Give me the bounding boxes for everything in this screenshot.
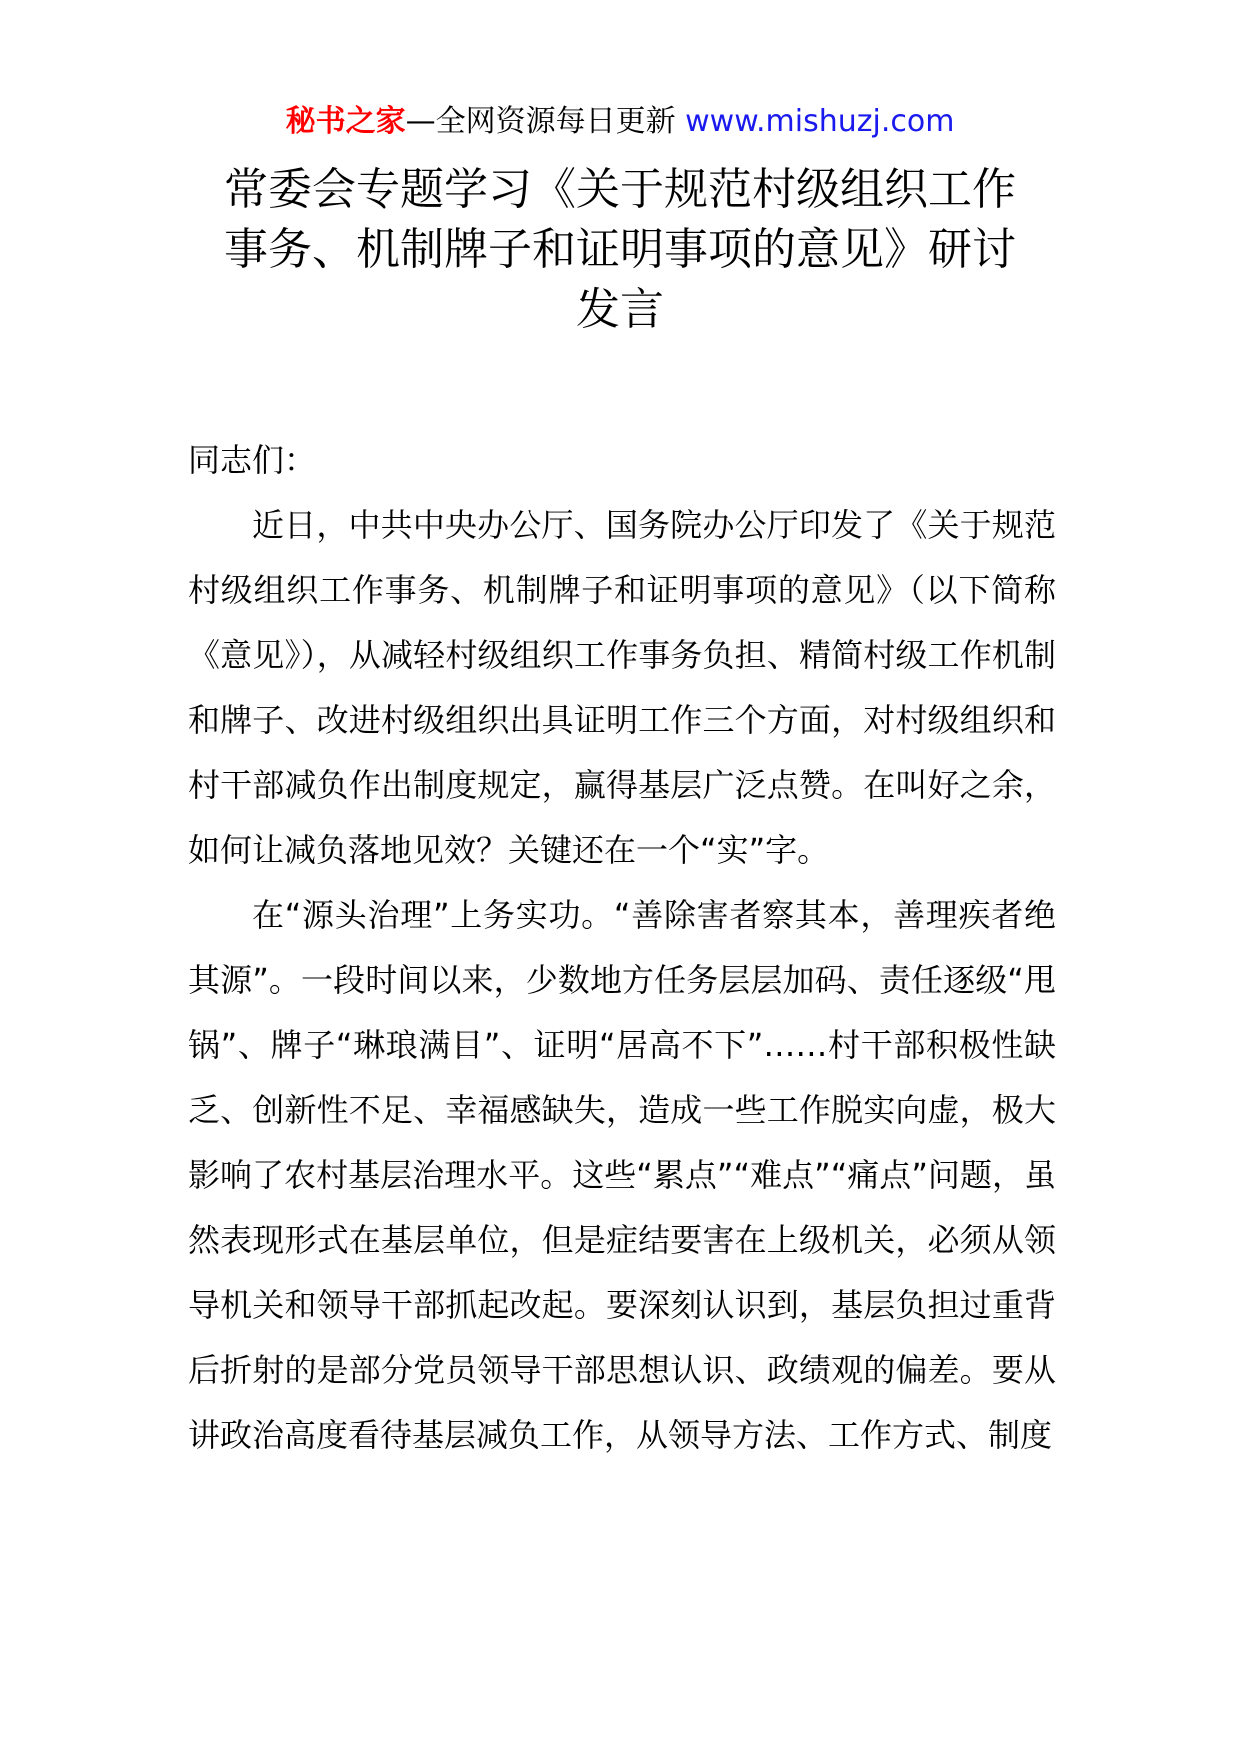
brand-name: 秘书之家 <box>285 104 406 139</box>
title-line: 事务、机制牌子和证明事项的意见》研讨 <box>224 224 1016 275</box>
site-header <box>0 100 1240 144</box>
document-title <box>150 160 1090 340</box>
paragraph: 在“源头治理”上务实功。“善除害者察其本，善理疾者绝其源”。一段时间以来，少数地方任务层层加码、责任逐级“甩锅”、牌子“琳琅满目”、证明“居高不下”……村干部积极性缺乏、创新性不足、幸福感缺失，造成一些工作脱实向虚，极大影响了农村基层治理水平。这些“累点”“难点”“痛点”问题，虽然表现形式在基层单位，但是症结要害在上级机关，必须从领导机关和领导干部抓起改起。要深刻认识到，基层负担过重背后折射的是部分党员领导干部思想认识、政绩观的偏差。要从讲政治高度看待基层减负工作，从领导方法、工作方式、制度 <box>188 896 1056 1454</box>
title-line: 常委会专题学习《关于规范村级组织工作 <box>224 164 1016 215</box>
salutation: 同志们： <box>188 441 317 479</box>
title-line: 发言 <box>576 284 664 335</box>
document-body <box>188 428 1056 1468</box>
site-url-link[interactable]: www.mishuzj.com <box>685 104 955 139</box>
paragraph: 近日，中共中央办公厅、国务院办公厅印发了《关于规范村级组织工作事务、机制牌子和证明事项的意见》（以下简称《意见》），从减轻村级组织工作事务负担、精简村级工作机制和牌子、改进村级组织出具证明工作三个方面，对村级组织和村干部减负作出制度规定，赢得基层广泛点赞。在叫好之余，如何让减负落地见效？关键还在一个“实”字。 <box>188 506 1056 869</box>
header-tagline: —全网资源每日更新 <box>405 104 686 139</box>
